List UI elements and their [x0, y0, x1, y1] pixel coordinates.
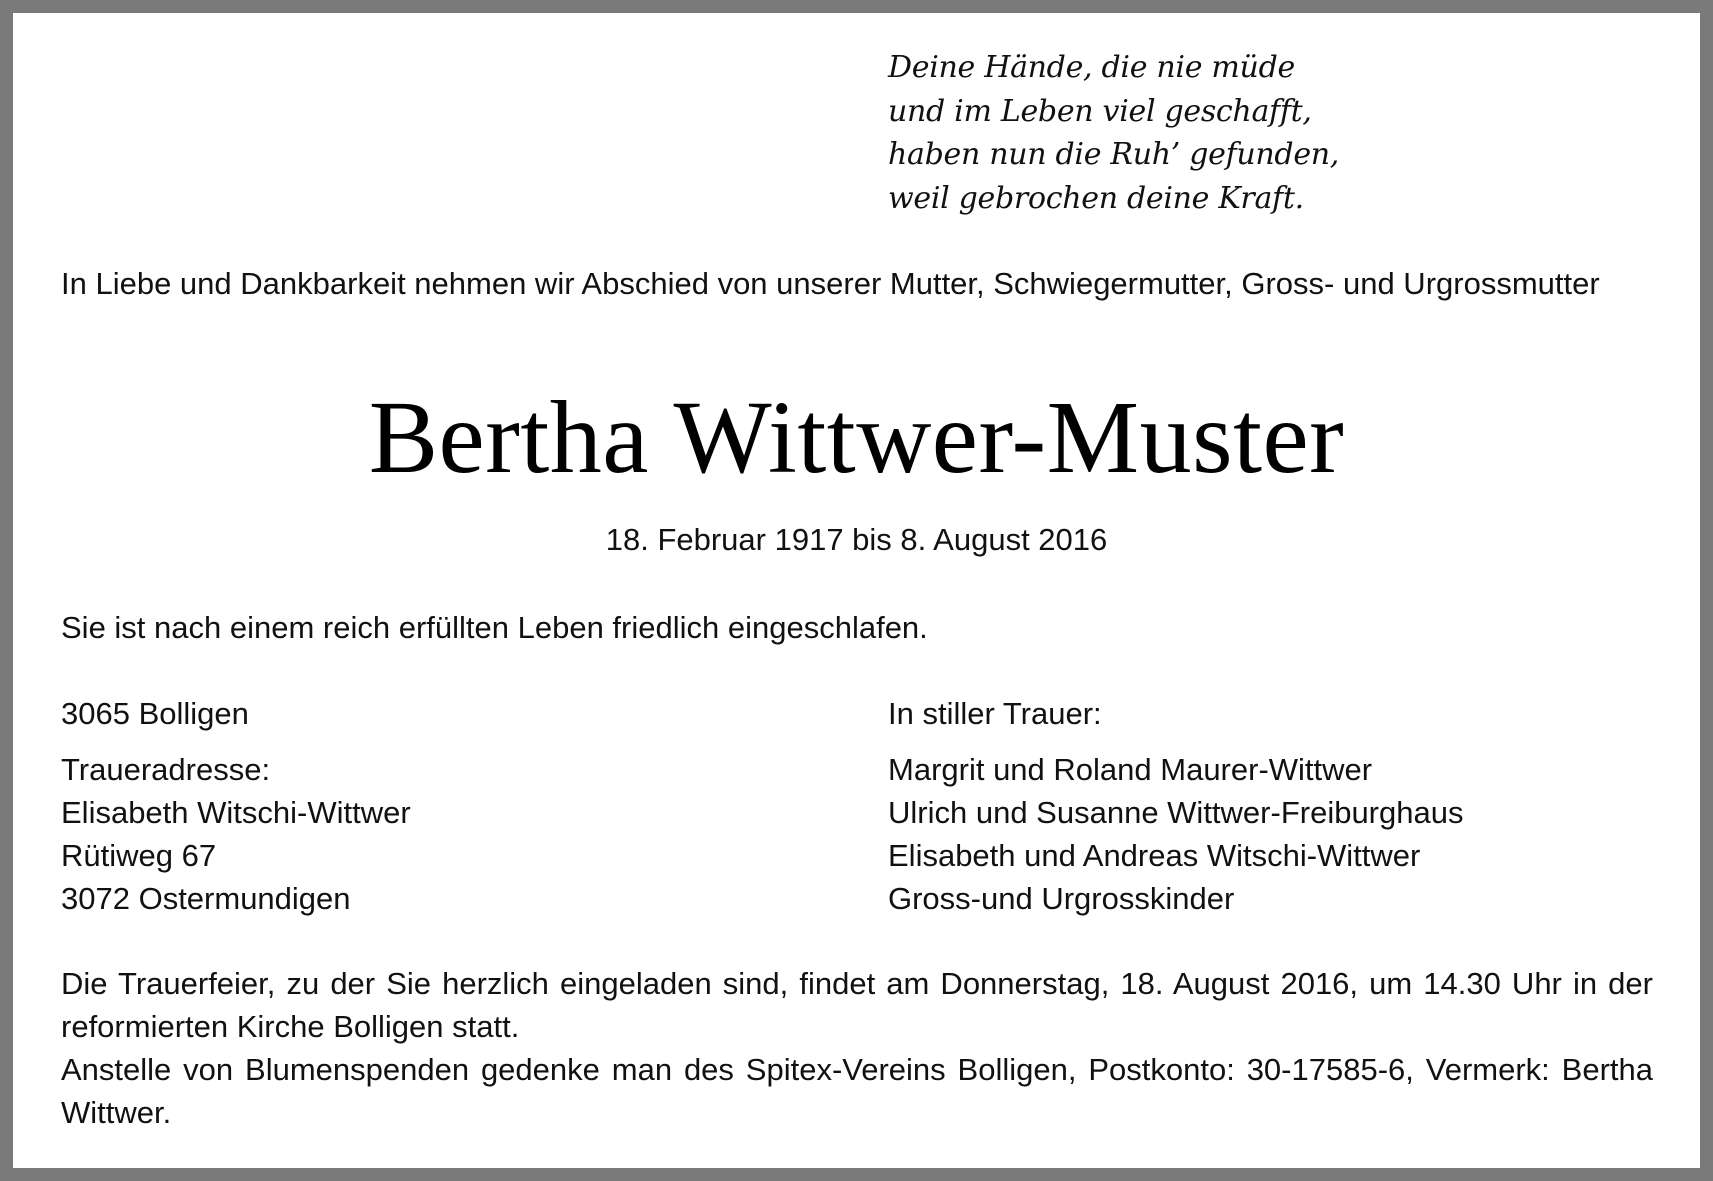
poem-line: haben nun die Ruh’ gefunden, [888, 137, 1340, 172]
poem-line: und im Leben viel geschafft, [888, 93, 1312, 129]
address-line: Rütiweg 67 [61, 838, 217, 873]
address-line: 3072 Ostermundigen [61, 881, 351, 916]
mourner: Margrit und Roland Maurer-Wittwer [888, 752, 1373, 787]
address-label: Traueradresse: [61, 752, 271, 787]
mourners-column [888, 692, 1463, 920]
poem-line: weil gebrochen deine Kraft. [888, 180, 1304, 216]
intro-text: In Liebe und Dankbarkeit nehmen wir Abschied von unserer Mutter, Schwiegermutter, Gross- und Urgrossmutter [61, 266, 1600, 301]
mourner: Ulrich und Susanne Wittwer-Freiburghaus [888, 795, 1464, 830]
deceased-name: Bertha Wittwer-Muster [368, 380, 1345, 495]
passing-statement: Sie ist nach einem reich erfüllten Leben friedlich eingeschlafen. [61, 610, 928, 645]
poem [888, 46, 1339, 220]
mourner: Elisabeth und Andreas Witschi-Wittwer [888, 838, 1421, 873]
poem-line: Deine Hände, die nie müde [888, 50, 1295, 85]
ceremony-text: Die Trauerfeier, zu der Sie herzlich eingeladen sind, findet am Donnerstag, 18. August 2016, um 14.30 Uhr in der reformierten Kirche Bolligen statt. [61, 966, 1653, 1044]
ceremony-info [61, 962, 1653, 1134]
life-dates: 18. Februar 1917 bis 8. August 2016 [605, 522, 1108, 557]
mourner: Gross-und Urgrosskinder [888, 881, 1235, 916]
mourners-heading: In stiller Trauer: [888, 696, 1102, 731]
address-line: Elisabeth Witschi-Wittwer [61, 795, 411, 830]
location: 3065 Bolligen [61, 696, 249, 731]
address-column [61, 692, 411, 920]
donation-text: Anstelle von Blumenspenden gedenke man des Spitex-Vereins Bolligen, Postkonto: 30-17585-6, Vermerk: Bertha Wittwer. [61, 1052, 1653, 1130]
